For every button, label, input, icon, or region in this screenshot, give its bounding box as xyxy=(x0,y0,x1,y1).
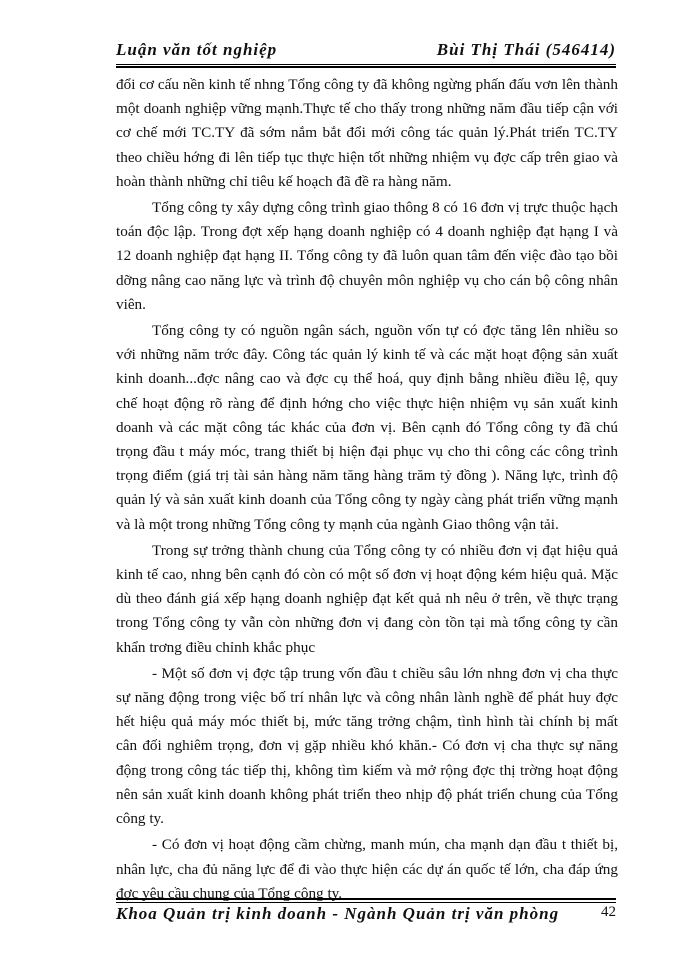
footer-faculty: Khoa Quản trị kinh doanh - Ngành Quản trị văn phòng xyxy=(116,904,560,923)
paragraph-company-growth: Trong sự trởng thành chung của Tổng công ty có nhiều đơn vị đạt hiệu quả kinh tế cao, nhng bên cạnh đó còn có một số đơn vị hoạt động kém hiệu quả. Mặc dù theo đánh giá xếp hạng doanh nghiệp đạt kết quả nh nêu ở trên, về thực trạng trong Tổng công ty vẫn còn những đơn vị đang còn tồn tại mà tổng công ty cần khẩn trơng điều chỉnh khắc phục xyxy=(116,541,618,656)
body-text xyxy=(116,73,618,908)
page-footer xyxy=(116,904,616,928)
footer-rule-thick xyxy=(116,898,616,900)
page-header xyxy=(116,40,616,62)
header-rule-thick xyxy=(116,66,616,68)
header-author: Bùi Thị Thái (546414) xyxy=(436,40,616,59)
paragraph-company-units: Tổng công ty xây dựng công trình giao thông 8 có 16 đơn vị trực thuộc hạch toán độc lập. Trong đợt xếp hạng doanh nghiệp có 4 doanh nghiệp đạt hạng I và 12 doanh nghiệp đạt hạng II. Tổng công ty đã luôn quan tâm đến việc đào tạo bồi dỡng nâng cao năng lực và trình độ chuyên môn nghiệp vụ cho cán bộ công nhân viên. xyxy=(116,199,618,313)
paragraph-company-capital: Tổng công ty có nguồn ngân sách, nguồn vốn tự có đợc tăng lên nhiều so với những năm trớc đây. Công tác quản lý kinh tế và các mặt hoạt động sản xuất kinh doanh...đợc nâng cao và đợc cụ thể hoá, quy định bằng nhiều điều lệ, quy chế hoạt động rõ ràng để định hớng cho việc thực hiện nhiệm vụ sản xuất kinh doanh và các mặt công tác khác của đơn vị. Bên cạnh đó Tổng công ty đã chú trọng đầu t máy móc, trang thiết bị hiện đại phục vụ cho thi công các công trình trọng điểm (giá trị tài sản hàng năm tăng hàng trăm tỷ đồng ). Năng lực, trình độ quản lý và sản xuất kinh doanh của Tổng công ty ngày càng phát triển vững mạnh và là một trong những Tổng công ty mạnh của ngành Giao thông vận tải. xyxy=(116,322,618,533)
header-thesis-label: Luận văn tốt nghiệp xyxy=(116,40,278,59)
page-number: 42 xyxy=(601,904,616,920)
list-item-weakness-2: - Có đơn vị hoạt động cầm chừng, manh mún, cha mạnh dạn đầu t thiết bị, nhân lực, cha đủ năng lực để đi vào thực hiện các dự án quốc tế lớn, cha đáp ứng đợc yêu cầu chung của Tổng công ty. xyxy=(116,836,618,902)
list-item-weakness-1: - Một số đơn vị đợc tập trung vốn đầu t chiều sâu lớn nhng đơn vị cha thực sự năng động trong việc bố trí nhân lực và công nhân lành nghề để phát huy đợc hết hiệu quả máy móc thiết bị, mức tăng trởng chậm, tình hình tài chính bị mất cân đối nghiêm trọng, đơn vị gặp nhiều khó khăn.- Có đơn vị cha thực sự năng động trong công tác tiếp thị, không tìm kiếm và mở rộng đợc thị trờng hoạt động nên sản xuất kinh doanh không phát triển theo nhịp độ phát triển chung của Tổng công ty. xyxy=(116,664,618,828)
footer-rule xyxy=(116,902,616,903)
header-rule xyxy=(116,64,616,65)
paragraph-continuation: đổi cơ cấu nền kinh tế nhng Tổng công ty đã không ngừng phấn đấu vơn lên thành một doanh nghiệp vững mạnh.Thực tế cho thấy trong những năm đầu tiếp cận với cơ chế mới TC.TY đã sớm nắm bắt đổi mới công tác quản lý.Phát triển TC.TY theo chiều hớng đi lên tiếp tục thực hiện tốt những nhiệm vụ đợc cấp trên giao và hoàn thành những chỉ tiêu kế hoạch đã đề ra hàng năm. xyxy=(116,76,618,190)
